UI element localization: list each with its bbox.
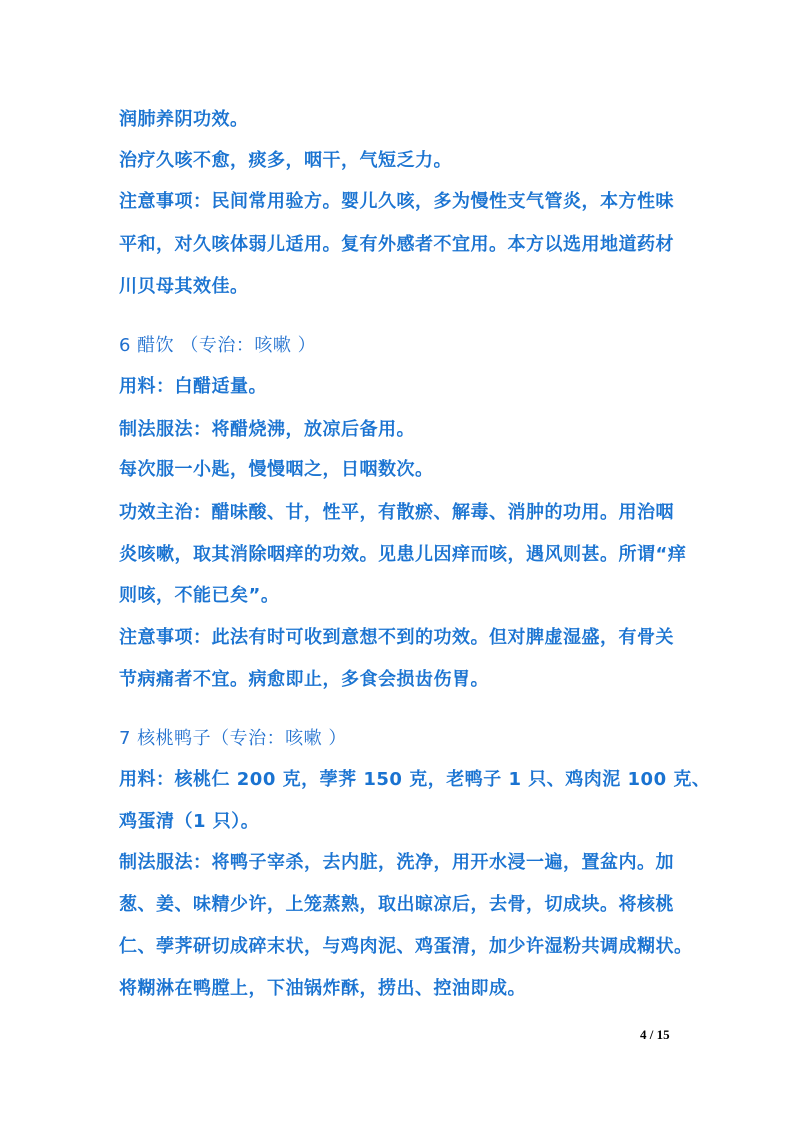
text-line: 节病痛者不宜。病愈即止，多食会损齿伤胃。 [119,669,489,690]
section-heading: 6 醋饮 （专治：咳嗽 ） [119,335,317,356]
page-number: 4 / 15 [640,1027,670,1042]
text-line: 炎咳嗽，取其消除咽痒的功效。见患儿因痒而咳，遇风则甚。所谓“痒 [119,544,687,565]
text-line: 制法服法：将醋烧沸，放凉后备用。 [119,419,415,440]
text-line: 平和，对久咳体弱儿适用。复有外感者不宜用。本方以选用地道药材 [119,234,674,255]
text-line: 注意事项：民间常用验方。婴儿久咳，多为慢性支气管炎，本方性味 [119,191,674,212]
text-line: 鸡蛋清（1 只）。 [119,811,260,832]
text-line: 仁、荸荠研切成碎末状，与鸡肉泥、鸡蛋清，加少许湿粉共调成糊状。 [119,936,693,957]
section-heading: 7 核桃鸭子（专治：咳嗽 ） [119,728,347,749]
text-line: 用料：核桃仁 200 克，荸荠 150 克，老鸭子 1 只、鸡肉泥 100 克、 [119,769,711,790]
text-line: 注意事项：此法有时可收到意想不到的功效。但对脾虚湿盛，有骨关 [119,627,674,648]
text-line: 每次服一小匙，慢慢咽之，日咽数次。 [119,459,434,480]
text-line: 制法服法：将鸭子宰杀，去内脏，洗净，用开水浸一遍，置盆内。加 [119,852,674,873]
text-line: 川贝母其效佳。 [119,276,249,297]
text-line: 功效主治：醋味酸、甘，性平，有散瘀、解毒、消肿的功用。用治咽 [119,502,674,523]
text-line: 葱、姜、味精少许，上笼蒸熟，取出晾凉后，去骨，切成块。将核桃 [119,894,674,915]
text-line: 将糊淋在鸭膛上，下油锅炸酥，捞出、控油即成。 [119,978,526,999]
text-line: 用料：白醋适量。 [119,376,267,397]
text-line: 润肺养阴功效。 [119,109,249,130]
text-line: 则咳，不能已矣”。 [119,585,280,606]
text-line: 治疗久咳不愈，痰多，咽干，气短乏力。 [119,150,452,171]
